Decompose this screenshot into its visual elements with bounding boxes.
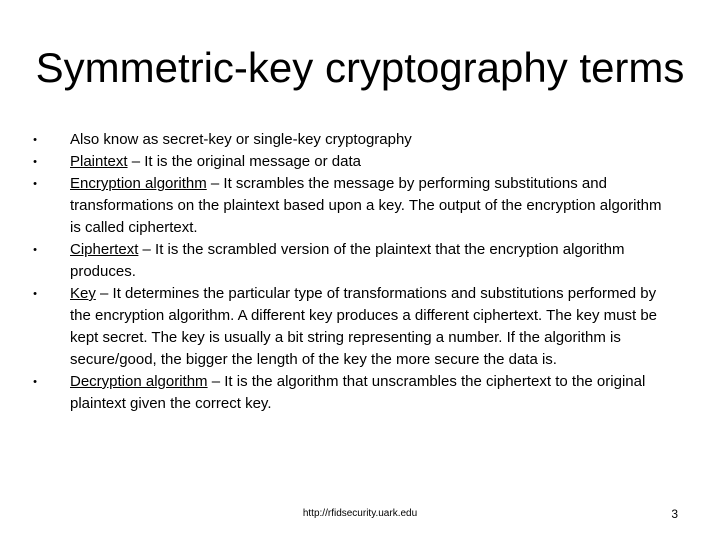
bullet-item: [33, 129, 664, 151]
bullet-text: – It determines the particular type of transformations and substitutions performed by the encryption algorithm. A different key produces a different ciphertext. The key must be kept secret. The key is usually a bit string representing a number. If the algorithm is secure/good, the bigger the length of the key the more secure the data is.: [70, 285, 657, 368]
bullet-dot-icon: •: [33, 178, 37, 190]
bullet-text: – It is the algorithm that unscrambles the ciphertext to the original plaintext given the correct key.: [70, 373, 646, 412]
bullet-item: [33, 283, 664, 371]
footer-url: http://rfidsecurity.uark.edu: [302, 508, 418, 519]
bullet-list: [33, 129, 664, 415]
bullet-term: Plaintext: [70, 153, 128, 170]
bullet-dot-icon: •: [33, 376, 37, 388]
bullet-term: Encryption algorithm: [70, 175, 207, 192]
bullet-item: [33, 371, 664, 415]
bullet-term: Decryption algorithm: [70, 373, 208, 390]
bullet-dot-icon: •: [33, 156, 37, 168]
bullet-text: – It scrambles the message by performing substitutions and transformations on the plaintext based upon a key. The output of the encryption algorithm is called ciphertext.: [70, 175, 662, 236]
bullet-dot-icon: •: [33, 288, 37, 300]
bullet-dot-icon: •: [33, 244, 37, 256]
bullet-text: Also know as secret-key or single-key cryptography: [70, 131, 412, 148]
page-number: 3: [671, 507, 678, 521]
bullet-item: [33, 151, 664, 173]
slide-title: Symmetric-key cryptography terms: [35, 44, 685, 91]
bullet-text: – It is the scrambled version of the plaintext that the encryption algorithm produces.: [70, 241, 625, 280]
bullet-item: [33, 173, 664, 239]
bullet-dot-icon: •: [33, 134, 37, 146]
bullet-item: [33, 239, 664, 283]
bullet-text: – It is the original message or data: [127, 153, 362, 170]
bullet-term: Ciphertext: [70, 241, 139, 258]
bullet-term: Key: [70, 285, 96, 302]
